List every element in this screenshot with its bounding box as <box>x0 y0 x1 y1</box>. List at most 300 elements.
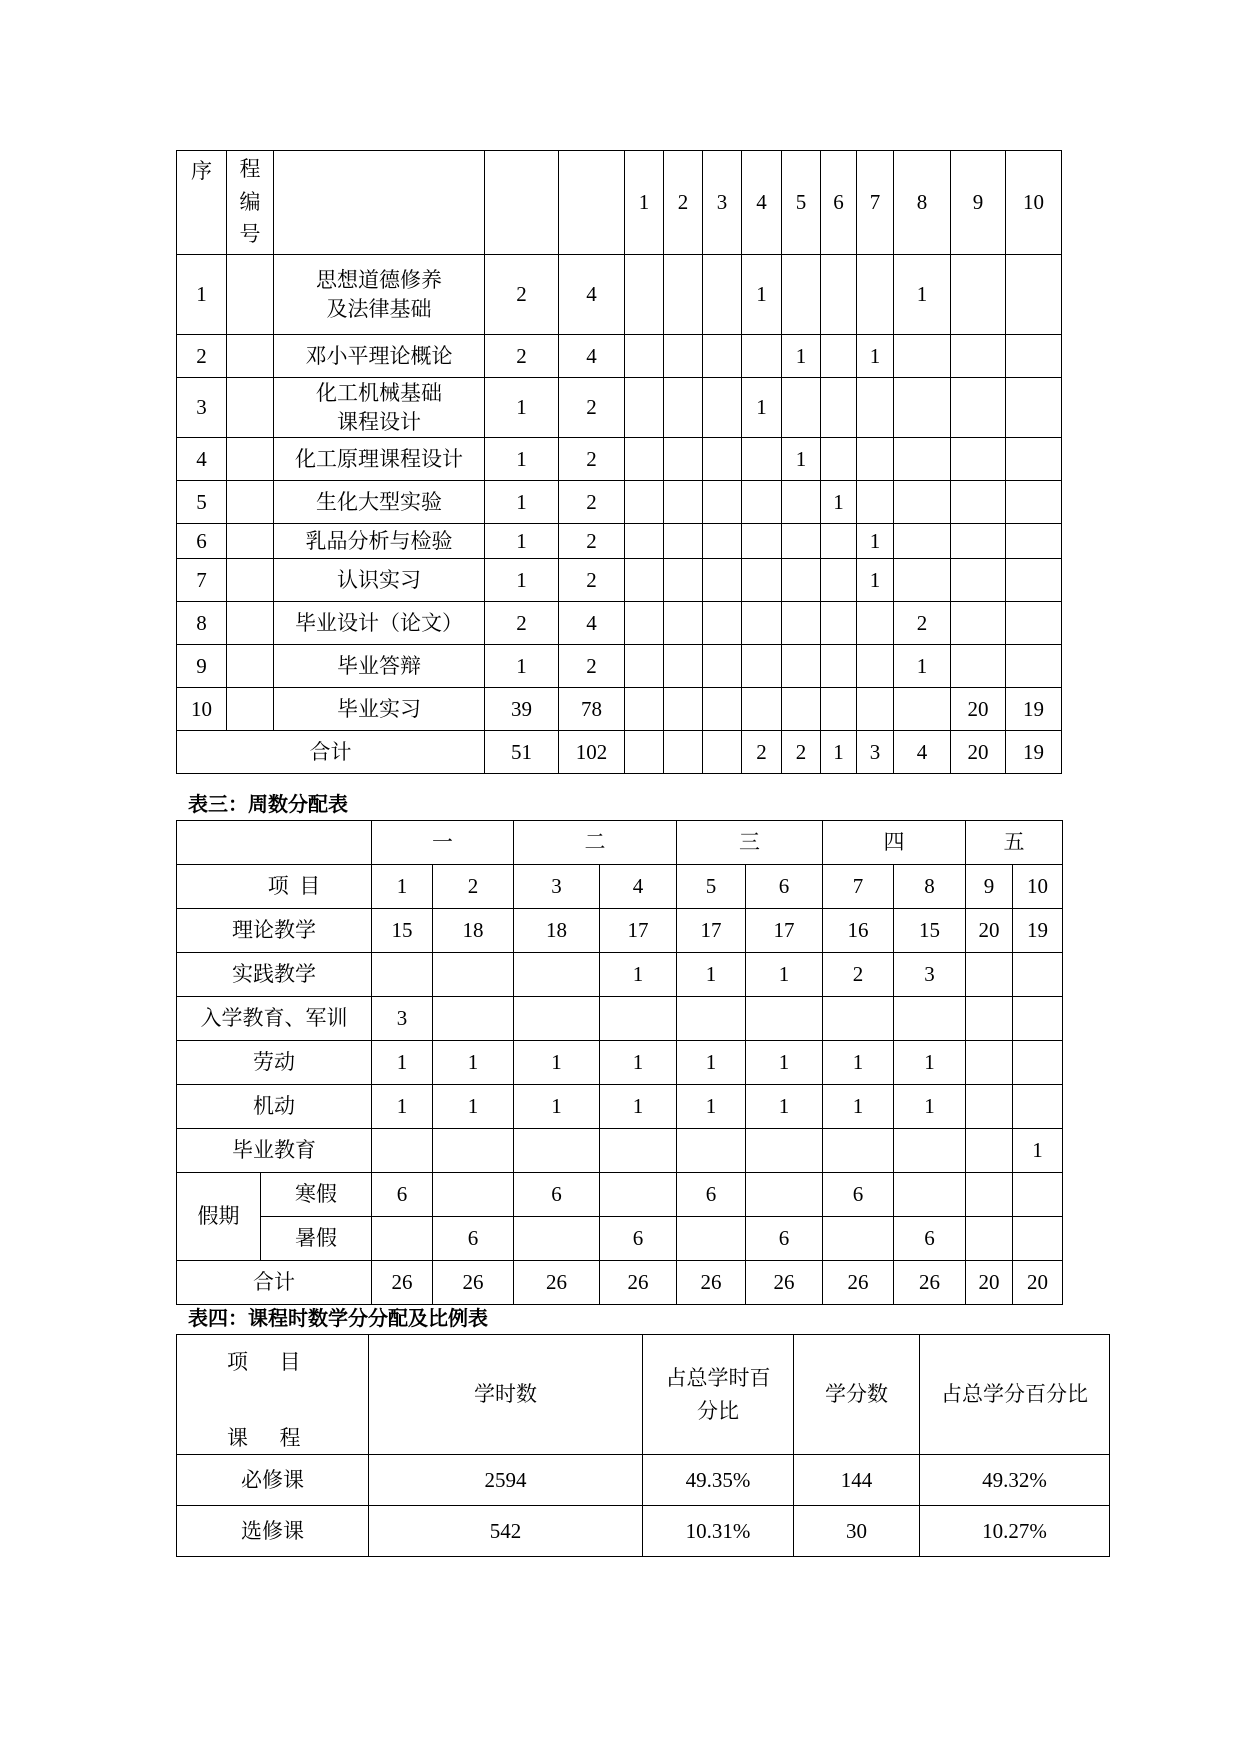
row-seq: 7 <box>177 559 227 602</box>
week-row-value <box>746 1129 823 1173</box>
week-row-value <box>894 1129 966 1173</box>
week-allocation-table <box>176 820 1063 1305</box>
course-type-hours-pct: 10.31% <box>643 1506 794 1557</box>
header-semester: 3 <box>703 151 742 255</box>
year-header: 五 <box>966 821 1063 865</box>
week-row-value: 1 <box>823 1085 894 1129</box>
year-header-blank <box>177 821 372 865</box>
vacation-value <box>514 1217 600 1261</box>
row-semester-value <box>951 335 1006 378</box>
row-semester-value <box>625 559 664 602</box>
total-semester-value: 2 <box>782 731 821 774</box>
row-semester-value <box>857 255 894 335</box>
week-row-value <box>433 1129 514 1173</box>
row-seq: 5 <box>177 481 227 524</box>
course-type-row <box>177 1506 1110 1557</box>
corner-course-label: 课 程 <box>227 1425 301 1450</box>
row-semester-value <box>625 481 664 524</box>
row-semester-value: 1 <box>821 481 857 524</box>
total-value: 26 <box>514 1261 600 1305</box>
row-semester-value <box>703 524 742 559</box>
semester-header: 4 <box>600 865 677 909</box>
row-semester-value <box>664 378 703 438</box>
vacation-value <box>677 1217 746 1261</box>
course-type-credits: 30 <box>794 1506 920 1557</box>
semester-header: 1 <box>372 865 433 909</box>
row-semester-value <box>625 645 664 688</box>
table-caption-hours-credits: 表四：课程时数学分分配及比例表 <box>188 1306 488 1330</box>
week-row-value <box>433 953 514 997</box>
semester-header: 2 <box>433 865 514 909</box>
week-row-value: 20 <box>966 909 1013 953</box>
row-semester-value <box>857 481 894 524</box>
vacation-type-label: 寒假 <box>261 1173 372 1217</box>
week-row-value: 17 <box>746 909 823 953</box>
row-semester-value <box>821 335 857 378</box>
row-semester-value <box>782 602 821 645</box>
row-semester-value <box>857 645 894 688</box>
row-semester-value <box>951 438 1006 481</box>
week-row-value: 1 <box>894 1085 966 1129</box>
row-course-name <box>274 378 485 438</box>
week-row-value: 1 <box>1013 1129 1063 1173</box>
week-row <box>177 953 1063 997</box>
week-row-label: 机动 <box>177 1085 372 1129</box>
row-semester-value <box>703 645 742 688</box>
course-name-line: 乳品分析与检验 <box>305 528 453 553</box>
row-seq: 1 <box>177 255 227 335</box>
row-semester-value <box>1006 335 1062 378</box>
row-semester-value <box>664 645 703 688</box>
row-weeks: 1 <box>485 438 559 481</box>
row-semester-value: 1 <box>894 255 951 335</box>
vacation-value: 6 <box>372 1173 433 1217</box>
row-semester-value: 1 <box>742 255 782 335</box>
week-row-value: 1 <box>372 1041 433 1085</box>
row-credits: 2 <box>559 524 625 559</box>
total-label: 合计 <box>177 731 485 774</box>
vacation-value <box>823 1217 894 1261</box>
row-seq: 2 <box>177 335 227 378</box>
row-semester-value <box>894 438 951 481</box>
row-semester-value <box>625 378 664 438</box>
row-semester-value <box>951 255 1006 335</box>
row-weeks: 1 <box>485 378 559 438</box>
week-row-label: 劳动 <box>177 1041 372 1085</box>
semester-header: 10 <box>1013 865 1063 909</box>
week-row-value: 15 <box>894 909 966 953</box>
week-row-value <box>966 1041 1013 1085</box>
vacation-value: 6 <box>746 1217 823 1261</box>
row-semester-value <box>821 602 857 645</box>
row-semester-value <box>742 602 782 645</box>
week-row-value <box>746 997 823 1041</box>
week-row-value <box>823 997 894 1041</box>
row-semester-value <box>782 559 821 602</box>
total-value: 26 <box>600 1261 677 1305</box>
week-row-value: 1 <box>677 1085 746 1129</box>
row-course-code <box>227 335 274 378</box>
course-row <box>177 645 1062 688</box>
row-credits: 2 <box>559 438 625 481</box>
week-row-value <box>433 997 514 1041</box>
total-value: 20 <box>1013 1261 1063 1305</box>
semester-header: 9 <box>966 865 1013 909</box>
header-hours-percent-line: 占总学时百 <box>665 1365 771 1390</box>
row-semester-value <box>664 481 703 524</box>
row-semester-value <box>1006 524 1062 559</box>
course-name-line: 认识实习 <box>337 567 421 592</box>
row-semester-value: 1 <box>782 335 821 378</box>
week-row-value: 1 <box>600 1085 677 1129</box>
row-weeks: 39 <box>485 688 559 731</box>
week-row-value: 2 <box>823 953 894 997</box>
row-semester-value <box>1006 645 1062 688</box>
row-semester-value <box>857 438 894 481</box>
row-semester-value <box>951 481 1006 524</box>
vacation-value <box>966 1173 1013 1217</box>
semester-header: 6 <box>746 865 823 909</box>
course-type-credits-pct: 49.32% <box>920 1455 1110 1506</box>
vacation-value: 6 <box>514 1173 600 1217</box>
week-row-value <box>1013 1085 1063 1129</box>
week-row-value: 1 <box>600 953 677 997</box>
week-row-value: 1 <box>677 1041 746 1085</box>
row-course-code <box>227 602 274 645</box>
year-header: 二 <box>514 821 677 865</box>
course-row <box>177 378 1062 438</box>
header-hours: 学时数 <box>369 1335 643 1455</box>
row-semester-value: 1 <box>857 559 894 602</box>
row-credits: 4 <box>559 602 625 645</box>
row-credits: 4 <box>559 335 625 378</box>
course-name-line: 邓小平理论概论 <box>305 343 453 368</box>
vacation-value <box>1013 1173 1063 1217</box>
row-semester-value <box>1006 559 1062 602</box>
week-row-value: 3 <box>372 997 433 1041</box>
row-semester-value: 1 <box>894 645 951 688</box>
course-row <box>177 481 1062 524</box>
header-seq: 序 <box>177 151 227 255</box>
total-semester-value: 2 <box>742 731 782 774</box>
row-semester-value <box>821 524 857 559</box>
week-row-value: 18 <box>433 909 514 953</box>
week-row-label: 实践教学 <box>177 953 372 997</box>
week-row-value <box>600 997 677 1041</box>
course-name-line: 化工原理课程设计 <box>295 446 463 471</box>
row-semester-value <box>1006 255 1062 335</box>
header-semester: 1 <box>625 151 664 255</box>
row-semester-value <box>894 524 951 559</box>
row-course-code <box>227 688 274 731</box>
total-semester-value: 3 <box>857 731 894 774</box>
vacation-value: 6 <box>823 1173 894 1217</box>
row-credits: 4 <box>559 255 625 335</box>
week-row-value <box>1013 1041 1063 1085</box>
course-type-label: 必修课 <box>177 1455 369 1506</box>
row-semester-value <box>703 438 742 481</box>
week-row-value: 16 <box>823 909 894 953</box>
row-semester-value <box>821 688 857 731</box>
vacation-value <box>894 1173 966 1217</box>
header-code-line: 编 <box>239 189 261 214</box>
corner-item-label: 项 目 <box>227 1349 301 1374</box>
week-row-value: 1 <box>600 1041 677 1085</box>
course-row <box>177 335 1062 378</box>
course-name-line: 毕业设计（论文） <box>295 610 463 635</box>
week-row-value: 1 <box>746 953 823 997</box>
course-name-line: 课程设计 <box>337 409 421 434</box>
course-row <box>177 559 1062 602</box>
total-semester-value: 19 <box>1006 731 1062 774</box>
course-name-line: 化工机械基础 <box>316 381 442 406</box>
row-course-name <box>274 255 485 335</box>
course-row <box>177 255 1062 335</box>
total-semester-value: 1 <box>821 731 857 774</box>
row-semester-value <box>703 688 742 731</box>
row-credits: 78 <box>559 688 625 731</box>
row-semester-value: 1 <box>742 378 782 438</box>
year-header: 一 <box>372 821 514 865</box>
item-label: 项 目 <box>177 865 372 909</box>
header-semester: 9 <box>951 151 1006 255</box>
header-semester: 8 <box>894 151 951 255</box>
vacation-value: 6 <box>894 1217 966 1261</box>
header-semester: 5 <box>782 151 821 255</box>
header-code-line: 程 <box>239 157 261 181</box>
total-value: 26 <box>677 1261 746 1305</box>
row-seq: 8 <box>177 602 227 645</box>
vacation-row <box>177 1173 1063 1217</box>
week-row-value <box>600 1129 677 1173</box>
week-row-value <box>966 953 1013 997</box>
semester-header: 8 <box>894 865 966 909</box>
vacation-value: 6 <box>600 1217 677 1261</box>
row-course-name <box>274 602 485 645</box>
vacation-type-label: 暑假 <box>261 1217 372 1261</box>
hours-credits-ratio-table <box>176 1334 1110 1557</box>
week-row-value: 17 <box>600 909 677 953</box>
row-semester-value <box>894 559 951 602</box>
row-semester-value <box>664 255 703 335</box>
header-semester: 7 <box>857 151 894 255</box>
total-semester-value <box>703 731 742 774</box>
row-course-name <box>274 559 485 602</box>
row-semester-value <box>894 481 951 524</box>
row-credits: 2 <box>559 378 625 438</box>
row-weeks: 1 <box>485 524 559 559</box>
header-hours-percent <box>643 1335 794 1455</box>
header-semester: 4 <box>742 151 782 255</box>
week-row <box>177 1041 1063 1085</box>
week-row-value <box>372 1129 433 1173</box>
total-semester-value <box>625 731 664 774</box>
course-name-line: 毕业答辩 <box>337 653 421 678</box>
week-row-value <box>677 1129 746 1173</box>
row-semester-value <box>703 255 742 335</box>
row-semester-value <box>951 602 1006 645</box>
row-course-code <box>227 645 274 688</box>
week-row-value: 18 <box>514 909 600 953</box>
course-type-row <box>177 1455 1110 1506</box>
course-name-line: 生化大型实验 <box>316 489 442 514</box>
table-caption-week-allocation: 表三：周数分配表 <box>188 792 348 816</box>
row-semester-value <box>625 335 664 378</box>
total-row <box>177 731 1062 774</box>
row-seq: 6 <box>177 524 227 559</box>
row-semester-value <box>782 481 821 524</box>
week-row-value <box>372 953 433 997</box>
row-semester-value <box>664 335 703 378</box>
row-credits: 2 <box>559 559 625 602</box>
course-type-hours: 542 <box>369 1506 643 1557</box>
row-semester-value <box>821 255 857 335</box>
row-semester-value <box>625 438 664 481</box>
row-semester-value <box>625 688 664 731</box>
row-semester-value: 19 <box>1006 688 1062 731</box>
week-row-label: 毕业教育 <box>177 1129 372 1173</box>
year-header: 四 <box>823 821 966 865</box>
week-row-value: 1 <box>746 1085 823 1129</box>
row-credits: 2 <box>559 481 625 524</box>
course-name-line: 毕业实习 <box>337 696 421 721</box>
row-semester-value <box>821 559 857 602</box>
total-semester-value: 4 <box>894 731 951 774</box>
vacation-row <box>177 1217 1063 1261</box>
header-weeks <box>485 151 559 255</box>
total-value: 26 <box>372 1261 433 1305</box>
header-semester: 6 <box>821 151 857 255</box>
week-row-value <box>894 997 966 1041</box>
course-row <box>177 438 1062 481</box>
week-row-value <box>514 953 600 997</box>
week-row-value: 1 <box>746 1041 823 1085</box>
row-semester-value <box>782 255 821 335</box>
row-semester-value <box>703 602 742 645</box>
row-semester-value <box>1006 481 1062 524</box>
row-semester-value <box>742 645 782 688</box>
week-row-value: 1 <box>514 1085 600 1129</box>
row-semester-value <box>664 559 703 602</box>
course-name-line: 思想道德修养 <box>316 268 442 293</box>
week-row-value: 1 <box>677 953 746 997</box>
semester-header: 5 <box>677 865 746 909</box>
week-row <box>177 1085 1063 1129</box>
semester-header-row <box>177 865 1063 909</box>
header-semester: 10 <box>1006 151 1062 255</box>
row-semester-value <box>1006 378 1062 438</box>
row-semester-value <box>782 524 821 559</box>
row-semester-value: 1 <box>857 335 894 378</box>
row-semester-value <box>664 524 703 559</box>
course-type-credits: 144 <box>794 1455 920 1506</box>
row-weeks: 2 <box>485 335 559 378</box>
week-row-value: 1 <box>433 1085 514 1129</box>
row-semester-value: 20 <box>951 688 1006 731</box>
header-credits: 学分数 <box>794 1335 920 1455</box>
year-header: 三 <box>677 821 823 865</box>
semester-header: 7 <box>823 865 894 909</box>
row-semester-value <box>625 255 664 335</box>
course-type-hours: 2594 <box>369 1455 643 1506</box>
week-row-value: 17 <box>677 909 746 953</box>
row-semester-value <box>742 335 782 378</box>
total-value: 26 <box>746 1261 823 1305</box>
row-semester-value <box>951 559 1006 602</box>
row-course-code <box>227 524 274 559</box>
row-course-name <box>274 335 485 378</box>
week-row-value: 1 <box>372 1085 433 1129</box>
row-seq: 4 <box>177 438 227 481</box>
week-row-label: 入学教育、军训 <box>177 997 372 1041</box>
row-course-name <box>274 524 485 559</box>
week-row <box>177 997 1063 1041</box>
week-row-value <box>966 997 1013 1041</box>
row-semester-value <box>742 524 782 559</box>
week-row <box>177 1129 1063 1173</box>
total-weeks: 51 <box>485 731 559 774</box>
row-semester-value <box>894 688 951 731</box>
row-weeks: 1 <box>485 481 559 524</box>
row-semester-value <box>894 335 951 378</box>
row-semester-value <box>1006 602 1062 645</box>
row-semester-value <box>857 602 894 645</box>
row-semester-value: 2 <box>894 602 951 645</box>
week-row-value: 3 <box>894 953 966 997</box>
row-semester-value <box>782 378 821 438</box>
week-row-value <box>1013 953 1063 997</box>
row-course-code <box>227 481 274 524</box>
row-course-name <box>274 481 485 524</box>
row-weeks: 2 <box>485 602 559 645</box>
row-course-name <box>274 438 485 481</box>
row-semester-value <box>703 335 742 378</box>
total-label: 合计 <box>177 1261 372 1305</box>
row-semester-value <box>703 559 742 602</box>
row-seq: 9 <box>177 645 227 688</box>
total-value: 20 <box>966 1261 1013 1305</box>
row-semester-value <box>742 559 782 602</box>
course-row <box>177 602 1062 645</box>
row-semester-value <box>951 524 1006 559</box>
row-weeks: 1 <box>485 559 559 602</box>
row-semester-value <box>821 378 857 438</box>
row-semester-value <box>857 688 894 731</box>
course-row <box>177 524 1062 559</box>
week-row-value: 1 <box>514 1041 600 1085</box>
vacation-label: 假期 <box>177 1173 261 1261</box>
vacation-value <box>966 1217 1013 1261</box>
total-credits: 102 <box>559 731 625 774</box>
week-row-value: 1 <box>894 1041 966 1085</box>
week-row-value <box>677 997 746 1041</box>
row-semester-value <box>742 688 782 731</box>
row-course-code <box>227 378 274 438</box>
row-semester-value <box>664 438 703 481</box>
row-semester-value <box>625 602 664 645</box>
header-course-code <box>227 151 274 255</box>
header-semester: 2 <box>664 151 703 255</box>
total-value: 26 <box>433 1261 514 1305</box>
total-value: 26 <box>823 1261 894 1305</box>
row-semester-value <box>703 378 742 438</box>
row-semester-value <box>951 378 1006 438</box>
vacation-value <box>372 1217 433 1261</box>
row-course-name <box>274 645 485 688</box>
header-hours-percent-line: 分比 <box>697 1398 739 1423</box>
week-row-value <box>514 1129 600 1173</box>
row-semester-value <box>857 378 894 438</box>
